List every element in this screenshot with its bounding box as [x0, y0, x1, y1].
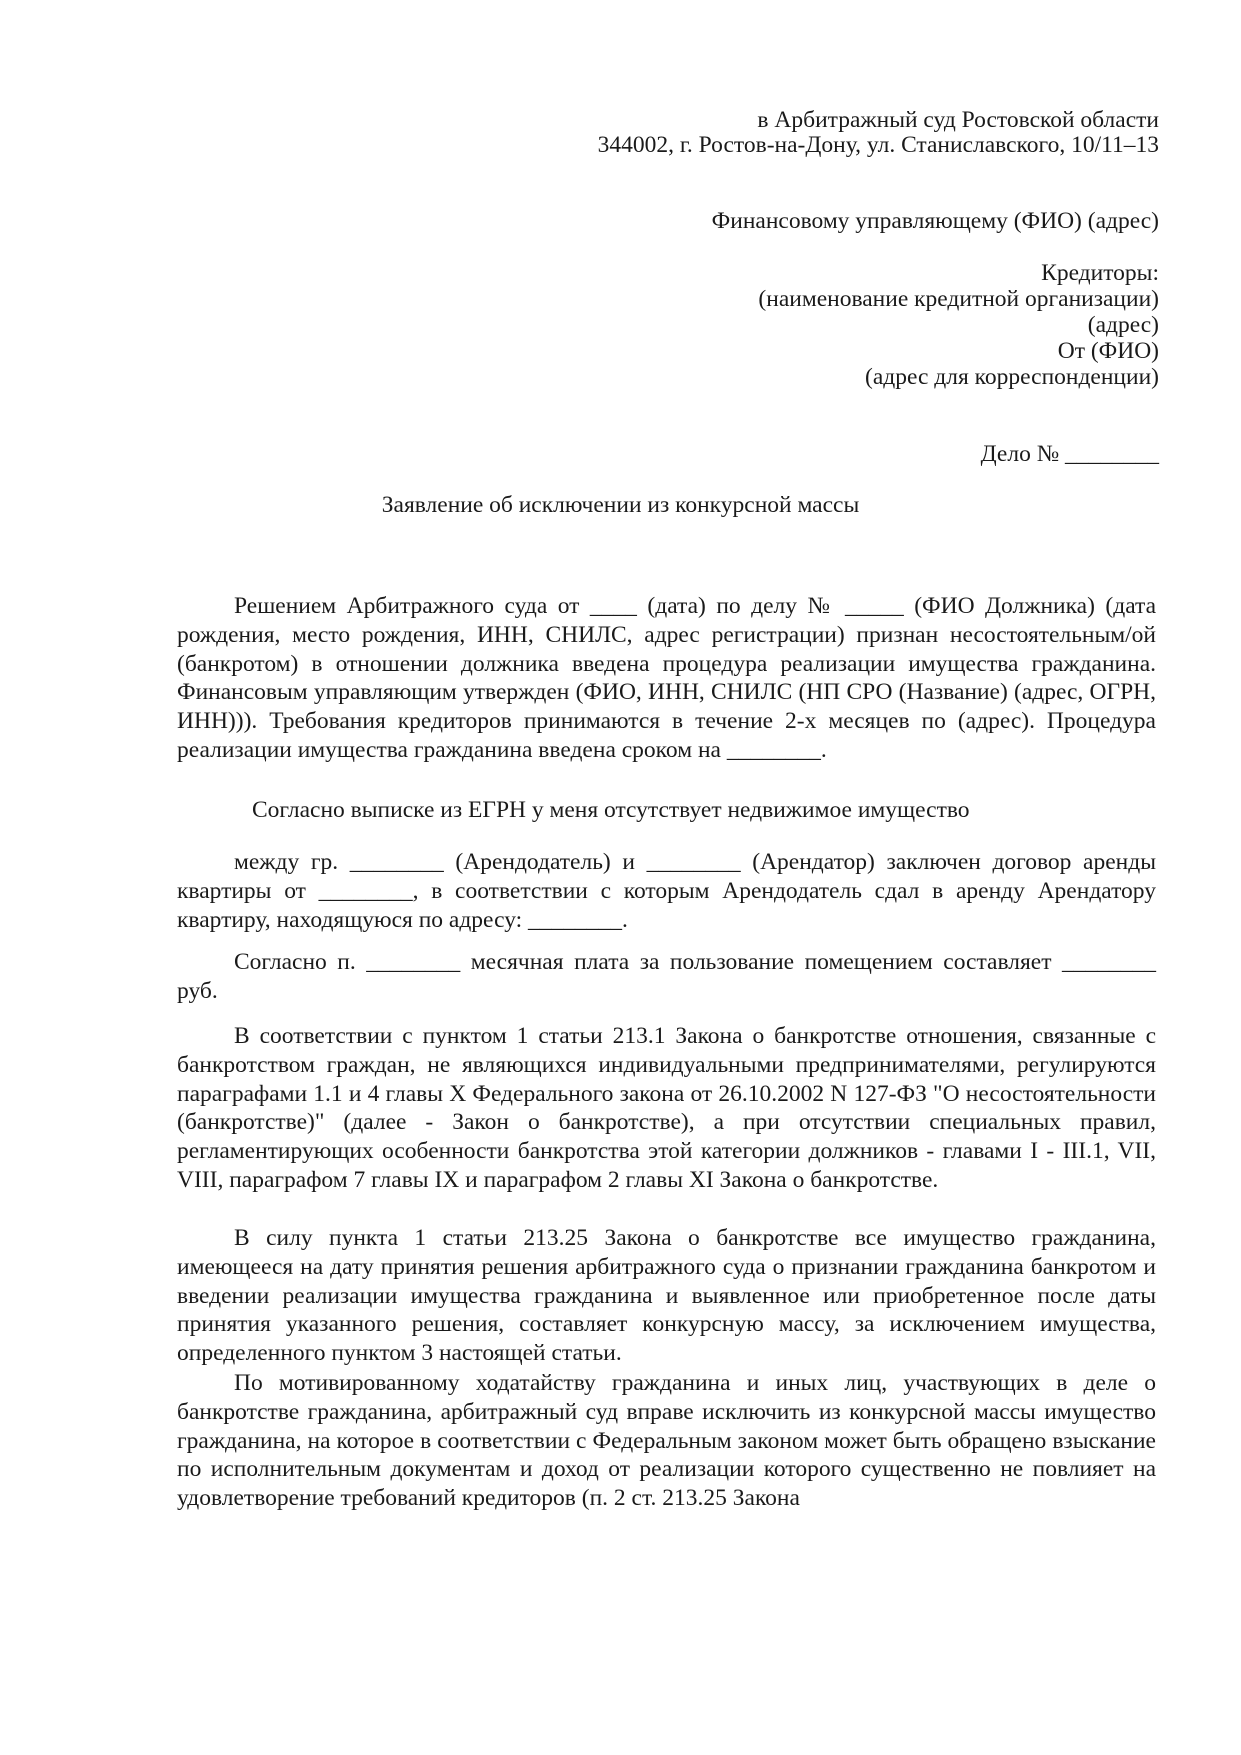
applicant-address: (адрес для корреспонденции) — [865, 364, 1159, 390]
paragraph-law-213-25-p1: В силу пункта 1 статьи 213.25 Закона о банкротстве все имущество гражданина, имеющееся на дату принятия решения арбитражного суда о признании гражданина банкротом и введении реализации имущества гражданина и выявленное или приобретенное после даты принятия указанного решения, составляет конкурсную массу, за исключением имущества, определенного пунктом 3 настоящей статьи. — [177, 1225, 1156, 1367]
paragraph-egrn: Согласно выписке из ЕГРН у меня отсутствует недвижимое имущество — [252, 797, 970, 823]
paragraph-rent: Согласно п. ________ месячная плата за пользование помещением составляет ________ руб. — [177, 949, 1156, 1004]
financial-manager-line: Финансовому управляющему (ФИО) (адрес) — [711, 208, 1159, 234]
court-name: в Арбитражный суд Ростовской области — [757, 107, 1159, 133]
case-number: Дело № ________ — [980, 441, 1159, 467]
paragraph-decision: Решением Арбитражного суда от ____ (дата) по делу № _____ (ФИО Должника) (дата рождения, место рождения, ИНН, СНИЛС, адрес регистрации) признан несостоятельным/ой (банкротом) в отношении должника введена процедура реализации имущества гражданина. Финансовым управляющим утвержден (ФИО, ИНН, СНИЛС (НП СРО (Название) (адрес, ОГРН, ИНН))). Требования кредиторов принимаются в течение 2-х месяцев по (адрес). Процедура реализации имущества гражданина введена сроком на ________. — [177, 593, 1156, 763]
applicant-name: От (ФИО) — [1057, 338, 1159, 364]
paragraph-law-213-25-p2: По мотивированному ходатайству гражданина и иных лиц, участвующих в деле о банкротстве гражданина, арбитражный суд вправе исключить из конкурсной массы имущество гражданина, на которое в соответствии с Федеральным законом может быть обращено взыскание по исполнительным документам и доход от реализации которого существенно не повлияет на удовлетворение требований кредиторов (п. 2 ст. 213.25 Закона — [177, 1370, 1156, 1512]
document-title: Заявление об исключении из конкурсной массы — [381, 492, 860, 518]
creditors-name: (наименование кредитной организации) — [758, 286, 1159, 312]
court-address: 344002, г. Ростов-на-Дону, ул. Станиславского, 10/11–13 — [597, 132, 1159, 158]
creditors-address: (адрес) — [1087, 312, 1159, 338]
paragraph-lease: между гр. ________ (Арендодатель) и ________ (Арендатор) заключен договор аренды квартиры от ________, в соответствии с которым Арендодатель сдал в аренду Арендатору квартиру, находящуюся по адресу: ________. — [177, 849, 1156, 933]
paragraph-law-213-1: В соответствии с пунктом 1 статьи 213.1 Закона о банкротстве отношения, связанные с банкротством граждан, не являющихся индивидуальными предпринимателями, регулируются параграфами 1.1 и 4 главы X Федерального закона от 26.10.2002 N 127-ФЗ "О несостоятельности (банкротстве)" (далее - Закон о банкротстве), а при отсутствии специальных правил, регламентирующих особенности банкротства этой категории должников - главами I - III.1, VII, VIII, параграфом 7 главы IX и параграфом 2 главы XI Закона о банкротстве. — [177, 1023, 1156, 1193]
creditors-label: Кредиторы: — [1041, 260, 1159, 286]
